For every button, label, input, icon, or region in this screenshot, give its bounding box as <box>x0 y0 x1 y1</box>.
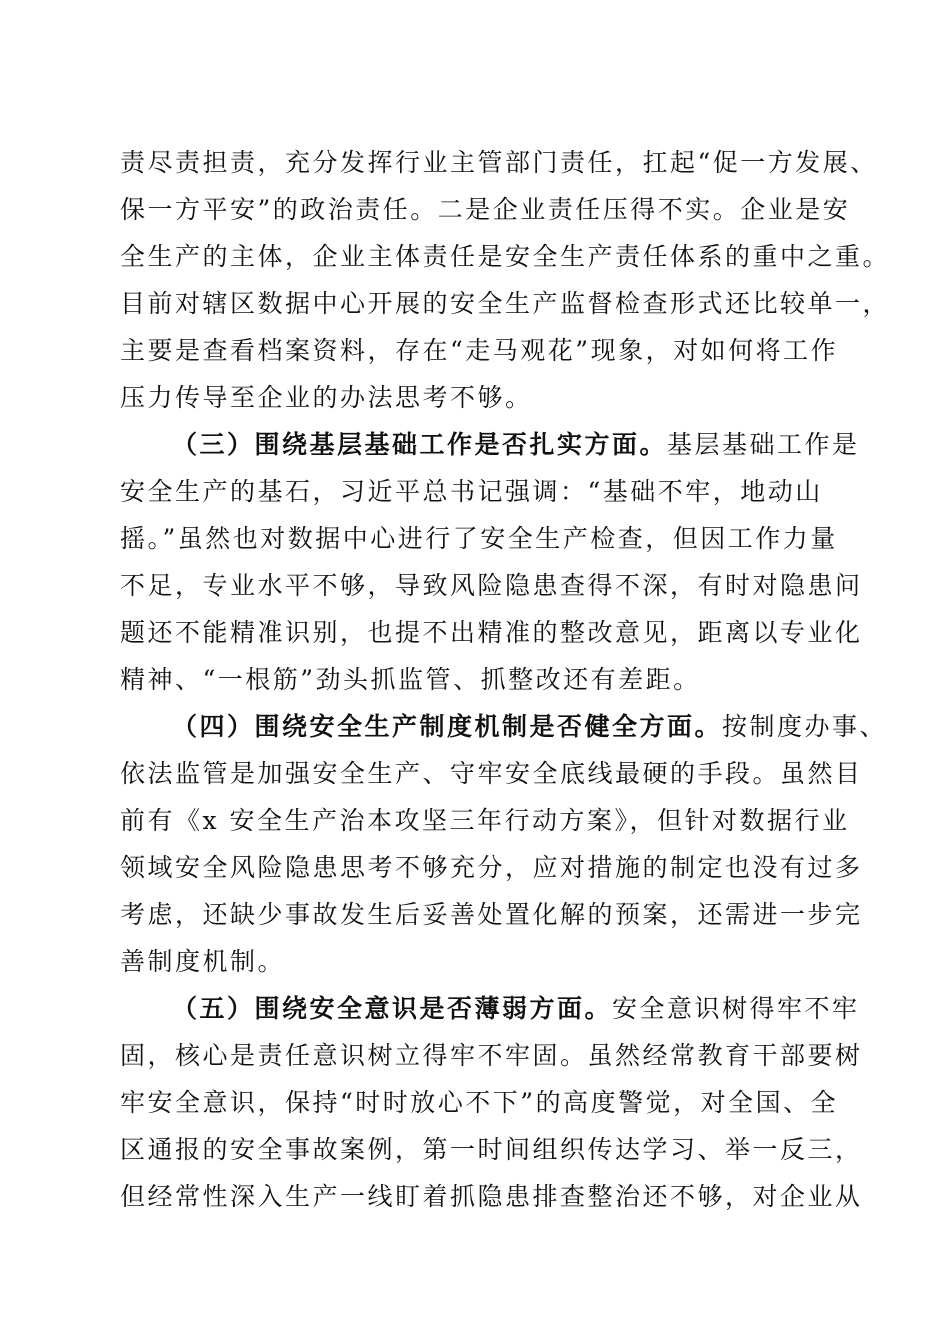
text-line: 主要是查看档案资料，存在“走马观花”现象，对如何将工作 <box>120 336 839 365</box>
text-line: 精神、“一根筋”劲头抓监管、抓整改还有差距。 <box>120 665 701 694</box>
text-line: 目前对辖区数据中心开展的安全生产监督检查形式还比较单一， <box>120 289 891 318</box>
paragraph-first-line <box>172 712 888 742</box>
section-heading: （四）围绕安全生产制度机制是否健全方面。 <box>172 712 723 741</box>
text-line: 领域安全风险隐患思考不够充分，应对措施的制定也没有过多 <box>120 853 863 882</box>
text-run: 按制度办事、 <box>722 712 888 741</box>
text-line: 压力传导至企业的办法思考不够。 <box>120 383 533 412</box>
text-run: 安全意识树得牢不牢 <box>612 994 860 1023</box>
text-line: 考虑，还缺少事故发生后妥善处置化解的预案，还需进一步完 <box>120 900 863 929</box>
text-line: 区通报的安全事故案例，第一时间组织传达学习、举一反三， <box>120 1135 863 1164</box>
text-line: 但经常性深入生产一线盯着抓隐患排查整治还不够，对企业从 <box>120 1182 863 1211</box>
paragraph-first-line <box>172 430 860 460</box>
text-run: 基层基础工作是 <box>667 430 860 459</box>
text-line: 依法监管是加强安全生产、守牢安全底线最硬的手段。虽然目 <box>120 759 863 788</box>
text-line: 保一方平安”的政治责任。二是企业责任压得不实。企业是安 <box>120 195 851 224</box>
text-line: 不足，专业水平不够，导致风险隐患查得不深，有时对隐患问 <box>120 571 863 600</box>
text-line: 牢安全意识，保持“时时放心不下”的高度警觉，对全国、全 <box>120 1088 839 1117</box>
text-line: 题还不能精准识别，也提不出精准的整改意见，距离以专业化 <box>120 618 863 647</box>
text-line: 固，核心是责任意识树立得牢不牢固。虽然经常教育干部要树 <box>120 1041 863 1070</box>
text-line: 善制度机制。 <box>120 947 286 976</box>
text-line: 全生产的主体，企业主体责任是安全生产责任体系的重中之重。 <box>120 242 891 271</box>
section-heading: （三）围绕基层基础工作是否扎实方面。 <box>172 430 668 459</box>
section-heading: （五）围绕安全意识是否薄弱方面。 <box>172 994 613 1023</box>
paragraph-first-line <box>172 994 860 1024</box>
text-line: 责尽责担责，充分发挥行业主管部门责任，扛起“促一方发展、 <box>120 148 878 177</box>
text-line: 安全生产的基石，习近平总书记强调：“基础不牢，地动山 <box>120 477 823 506</box>
text-line: 前有《x 安全生产治本攻坚三年行动方案》，但针对数据行业 <box>120 806 850 835</box>
text-line: 摇。”虽然也对数据中心进行了安全生产检查，但因工作力量 <box>120 524 838 553</box>
